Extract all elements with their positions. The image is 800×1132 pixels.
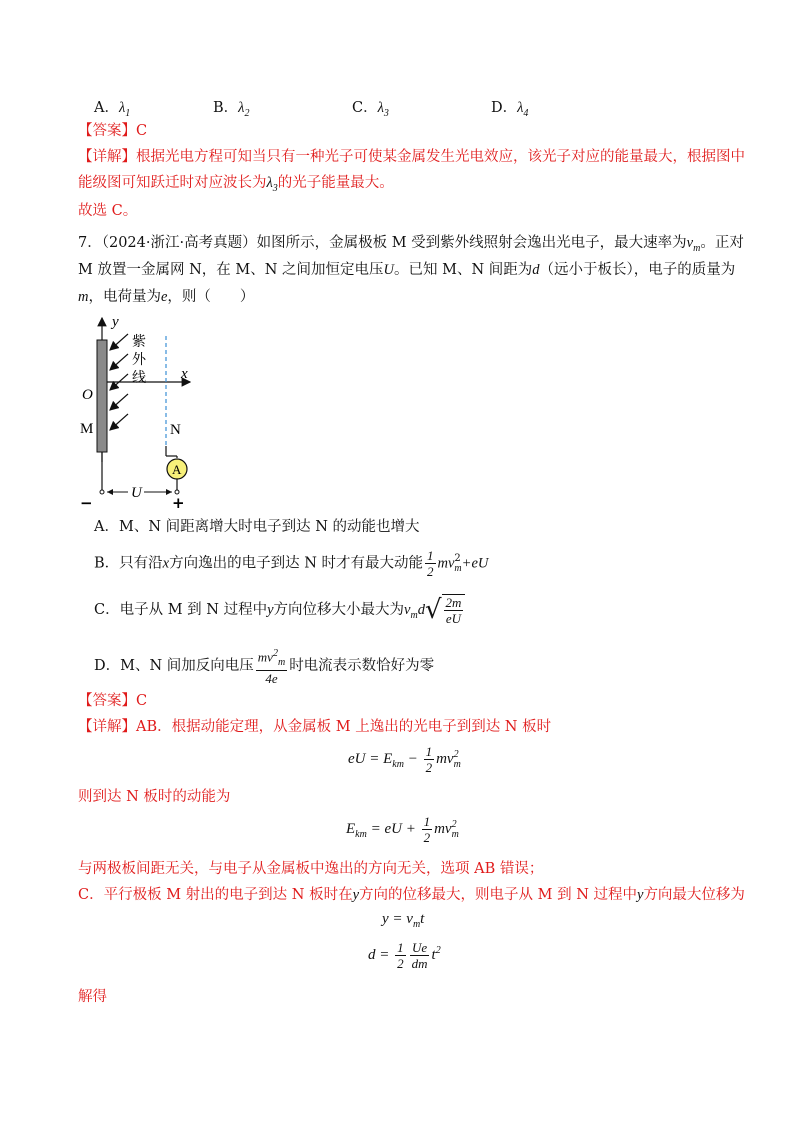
eq-text: t [420,911,425,927]
answer-value: C [136,693,148,709]
uv-label: 紫 [132,334,146,350]
detail-7-line1 [78,716,551,738]
eq-text: eU = E [348,750,393,767]
uv-label: 线 [132,370,146,386]
option-text: 方向逸出的电子到达 N 时才有最大动能 [169,555,423,572]
numerator: 1 [427,548,434,563]
d-symbol: d [532,262,540,278]
q7-text: （远小于板长），电子的质量为 [539,262,736,278]
y-symbol: y [267,602,274,618]
superscript: 2 [454,552,461,564]
option-b-prev [213,96,249,119]
x-axis-label: x [181,366,188,382]
eU-term: +eU [461,555,489,572]
option-a-prev [94,96,130,119]
q7-text: M 放置一金属网 N，在 M、N 之间加恒定电压 [78,262,384,278]
vm-symbol: v [686,235,694,251]
denominator: 2 [425,760,433,775]
e-symbol: e [160,289,168,305]
denominator: dm [411,956,428,971]
q7-text: 。已知 M、N 间距为 [394,262,533,278]
answer-value: C [136,123,148,139]
detail-6-line2 [78,172,394,200]
numerator: mv [257,649,273,665]
q7-text: ，则（ ） [167,289,255,305]
q7-text: 7．（2024·浙江·高考真题）如图所示，金属极板 M 受到紫外线照射会逸出光电子，最大速率为 [78,235,687,251]
numerator: 1 [397,940,404,955]
uv-arrow [110,354,128,370]
option-a-text: A．M、N 间距离增大时电子到达 N 的动能也增大 [94,519,420,535]
subscript: m [454,562,462,574]
y-symbol: y [352,887,360,903]
option-c [94,592,465,634]
fraction-half [425,548,436,579]
y-symbol: y [637,887,644,903]
option-d-prefix: D． [491,100,518,116]
q7-line3 [78,286,254,308]
U-symbol: U [383,262,394,278]
q7-line2 [78,259,735,281]
lambda-subscript: 4 [523,107,529,119]
answer-label: 【答案】 [78,123,136,139]
radical-sign: √ [424,595,442,625]
q7-text: 。正对 [700,235,744,251]
detail-6-line1 [78,146,745,168]
detail-label: 【详解】 [78,719,136,735]
q7-text: ，电荷量为 [88,289,161,305]
superscript: 2 [453,748,459,760]
detail-text: 方向的位移最大，则电子从 M 到 N 过程中 [359,887,637,903]
subscript: km [355,828,367,840]
mesh-n-label: N [170,422,181,438]
option-text: D．M、N 间加反向电压 [94,657,254,674]
y-axis-label: y [112,314,119,330]
voltage-label: U [131,485,142,501]
denominator: eU [445,611,462,626]
detail-6-conclusion [78,200,137,222]
sup-sub [454,554,461,574]
detail-text: 解得 [78,989,107,1005]
eq-text: d = [368,946,394,963]
numerator: 1 [423,814,431,829]
x-symbol: x [162,555,170,572]
plate-m [97,340,107,452]
lambda-symbol: λ [377,100,384,116]
equation-1 [348,744,461,775]
option-a [94,516,420,538]
denominator: 2 [427,564,434,579]
denominator: 2 [397,956,404,971]
answer-label: 【答案】 [78,693,136,709]
detail-text: 能级图可知跃迁时对应波长为 [78,175,267,191]
detail-7-line2 [78,786,230,808]
eq-text: mv [434,820,452,837]
detail-7-line4 [78,884,745,906]
lambda-subscript: 1 [125,107,131,119]
eq-text: − [403,750,422,767]
option-d-prev [491,96,528,119]
lambda-symbol: λ [118,100,126,116]
q7-line1 [78,232,744,260]
answer-6 [78,120,147,142]
lambda-symbol: λ [517,100,524,116]
uv-arrow [110,414,128,430]
numerator: 2m [445,595,462,610]
denominator: 4e [265,670,278,686]
option-text: 时电流表示数恰好为零 [289,657,435,674]
detail-text: 与两极板间距无关，与电子从金属板中逸出的方向无关，选项 AB 错误； [78,861,544,877]
detail-label: 【详解】 [78,149,136,165]
lambda-subscript: 3 [383,107,389,119]
lambda-subscript: 2 [244,107,250,119]
equation-4 [368,940,441,971]
denominator: 2 [423,830,431,845]
subscript: m [412,919,421,930]
d-symbol: d [417,602,425,618]
plus-sign: + [172,494,185,512]
superscript: 2 [272,648,278,659]
detail-text: 方向最大位移为 [643,887,745,903]
answer-7 [78,690,147,712]
option-text: C．电子从 M 到 N 过程中 [94,602,268,618]
eq-text: mv [436,750,454,767]
superscript: 2 [435,944,441,956]
uv-arrow [110,394,128,410]
lambda-symbol: λ [266,175,273,191]
terminal-minus [100,490,104,494]
numerator: Ue [411,940,428,955]
lambda-subscript: 3 [272,182,278,194]
detail-text: 的光子能量最大。 [277,175,394,191]
sqrt-expression [425,594,465,626]
detail-text: AB．根据动能定理，从金属板 M 上逸出的光电子到到达 N 板时 [136,719,552,735]
subscript: m [410,609,418,621]
option-b-prefix: B． [213,100,239,116]
voltage-arrow-head [107,489,113,495]
option-text: 方向位移大小最大为 [273,602,405,618]
vm-subscript: m [693,242,701,254]
eq-text: E [346,820,356,837]
eq-text: t [431,946,436,963]
numerator: 1 [425,744,433,759]
conclusion-text: 故选 C。 [78,203,138,219]
detail-text: C．平行极板 M 射出的电子到达 N 板时在 [78,887,353,903]
m-symbol: m [78,289,89,305]
option-b [94,548,488,579]
option-d [94,646,434,686]
ammeter-label: A [172,462,182,477]
option-c-prefix: C． [352,100,378,116]
superscript: 2 [451,818,457,830]
detail-text: 根据光电方程可知当只有一种光子可使某金属发生光电效应，该光子对应的能量最大，根据图中 [136,149,745,165]
plate-m-label: M [80,421,94,437]
subscript: m [451,828,459,840]
detail-7-solve [78,986,107,1008]
lambda-symbol: λ [238,100,245,116]
mv-symbol: mv [437,555,455,572]
subscript: m [277,656,286,668]
equation-2 [346,814,459,845]
detail-text: 则到达 N 板时的动能为 [78,789,231,805]
option-c-prev [352,96,389,119]
subscript: km [392,758,404,770]
equation-3 [382,911,424,930]
detail-7-line3 [78,858,543,880]
origin-label: O [82,387,93,403]
uv-arrow [110,334,128,350]
subscript: m [453,758,461,770]
fraction [256,646,287,686]
v-symbol: v [404,602,411,618]
minus-sign: − [80,494,93,512]
option-text: B．只有沿 [94,555,163,572]
photoelectric-diagram [70,312,210,512]
eq-text: y = v [382,911,413,927]
uv-label: 外 [132,352,146,368]
option-a-prefix: A． [94,100,119,116]
eq-text: = eU + [366,820,420,837]
